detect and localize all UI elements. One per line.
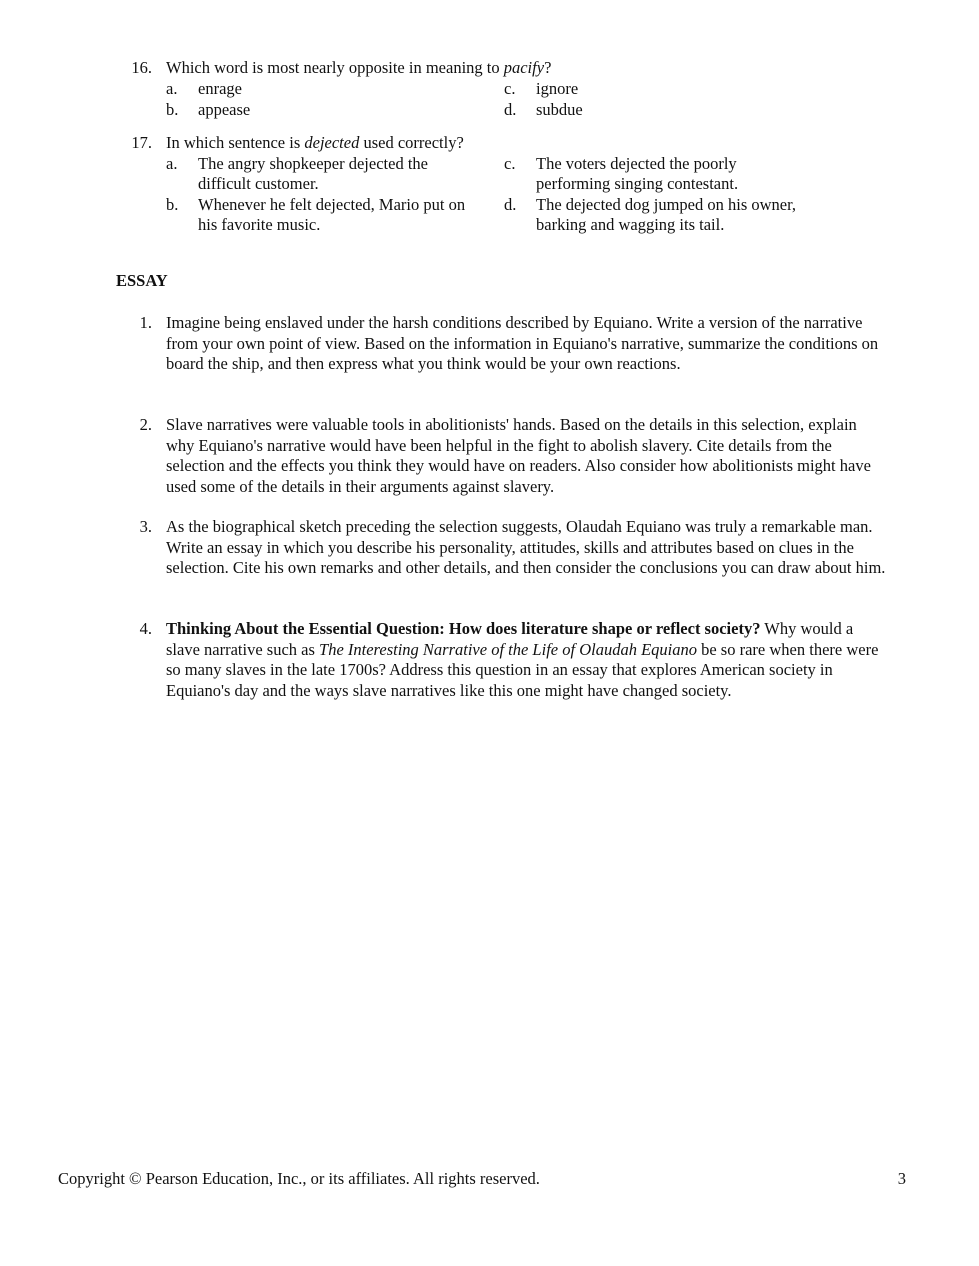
essay-prompt: As the biographical sketch preceding the selection suggests, Olaudah Equiano was truly a remarkable man. Write an essay in which you describe his personality, attitudes, skills and attributes based on clues in the selection. Cite his own remarks and other details, and then consider the conclusions you can draw about him. (166, 517, 886, 577)
question-number: 16. (131, 58, 152, 77)
essay-number: 4. (139, 619, 152, 638)
essay-item-4 (116, 619, 886, 701)
essay-number: 3. (139, 517, 152, 536)
option-d: d. subdue (504, 99, 583, 119)
option-b: b. Whenever he felt dejected, Mario put on his favorite music. (166, 194, 466, 234)
essay-prompt: Slave narratives were valuable tools in abolitionists' hands. Based on the details in this selection, explain why Equiano's narrative would have been helpful in the fight to abolish slavery. Cite details from the selection and the effects you think they would have on readers. Also consider how abolitionists might have used some of the details in their arguments against slavery. (166, 415, 871, 496)
option-a: a. The angry shopkeeper dejected the difficult customer. (166, 153, 428, 193)
option-c: c. ignore (504, 78, 579, 98)
essay-prompt: Imagine being enslaved under the harsh conditions described by Equiano. Write a version of the narrative from your own point of view. Based on the information in Equiano's narrative, summarize the conditions on board the ship, and then express what you think would be your own reactions. (166, 313, 879, 373)
question-stem: Which word is most nearly opposite in meaning to pacify? (166, 58, 552, 77)
question-16 (116, 58, 896, 121)
option-c: c. The voters dejected the poorly performing singing contestant. (504, 153, 739, 193)
essay-item-2 (116, 415, 886, 497)
essay-prompt: Thinking About the Essential Question: How does literature shape or reflect society? Why would a slave narrative such as The Interesting Narrative of the Life of Olaudah Equiano be so rare when there were so many slaves in the late 1700s? Address this question in an essay that explores American society in Equiano's day and the ways slave narratives like this one might have changed society. (166, 619, 879, 700)
essay-number: 2. (139, 415, 152, 434)
answer-options (166, 79, 896, 121)
essay-number: 1. (139, 313, 152, 332)
answer-options (166, 154, 896, 238)
option-a: a. enrage (166, 78, 242, 98)
question-stem: In which sentence is dejected used correctly? (166, 133, 464, 152)
question-17 (116, 133, 896, 238)
option-b: b. appease (166, 99, 251, 119)
essential-question: Thinking About the Essential Question: How does literature shape or reflect society? (166, 619, 761, 638)
question-number: 17. (131, 133, 152, 152)
option-d: d. The dejected dog jumped on his owner, barking and wagging its tail. (504, 194, 797, 234)
copyright-notice: Copyright © Pearson Education, Inc., or its affiliates. All rights reserved. (58, 1169, 540, 1188)
essay-item-1 (116, 313, 886, 375)
page-number: 3 (897, 1169, 906, 1188)
essay-heading: ESSAY (116, 271, 168, 290)
book-title: The Interesting Narrative of the Life of Olaudah Equiano (319, 639, 697, 659)
essay-item-3 (116, 517, 886, 579)
